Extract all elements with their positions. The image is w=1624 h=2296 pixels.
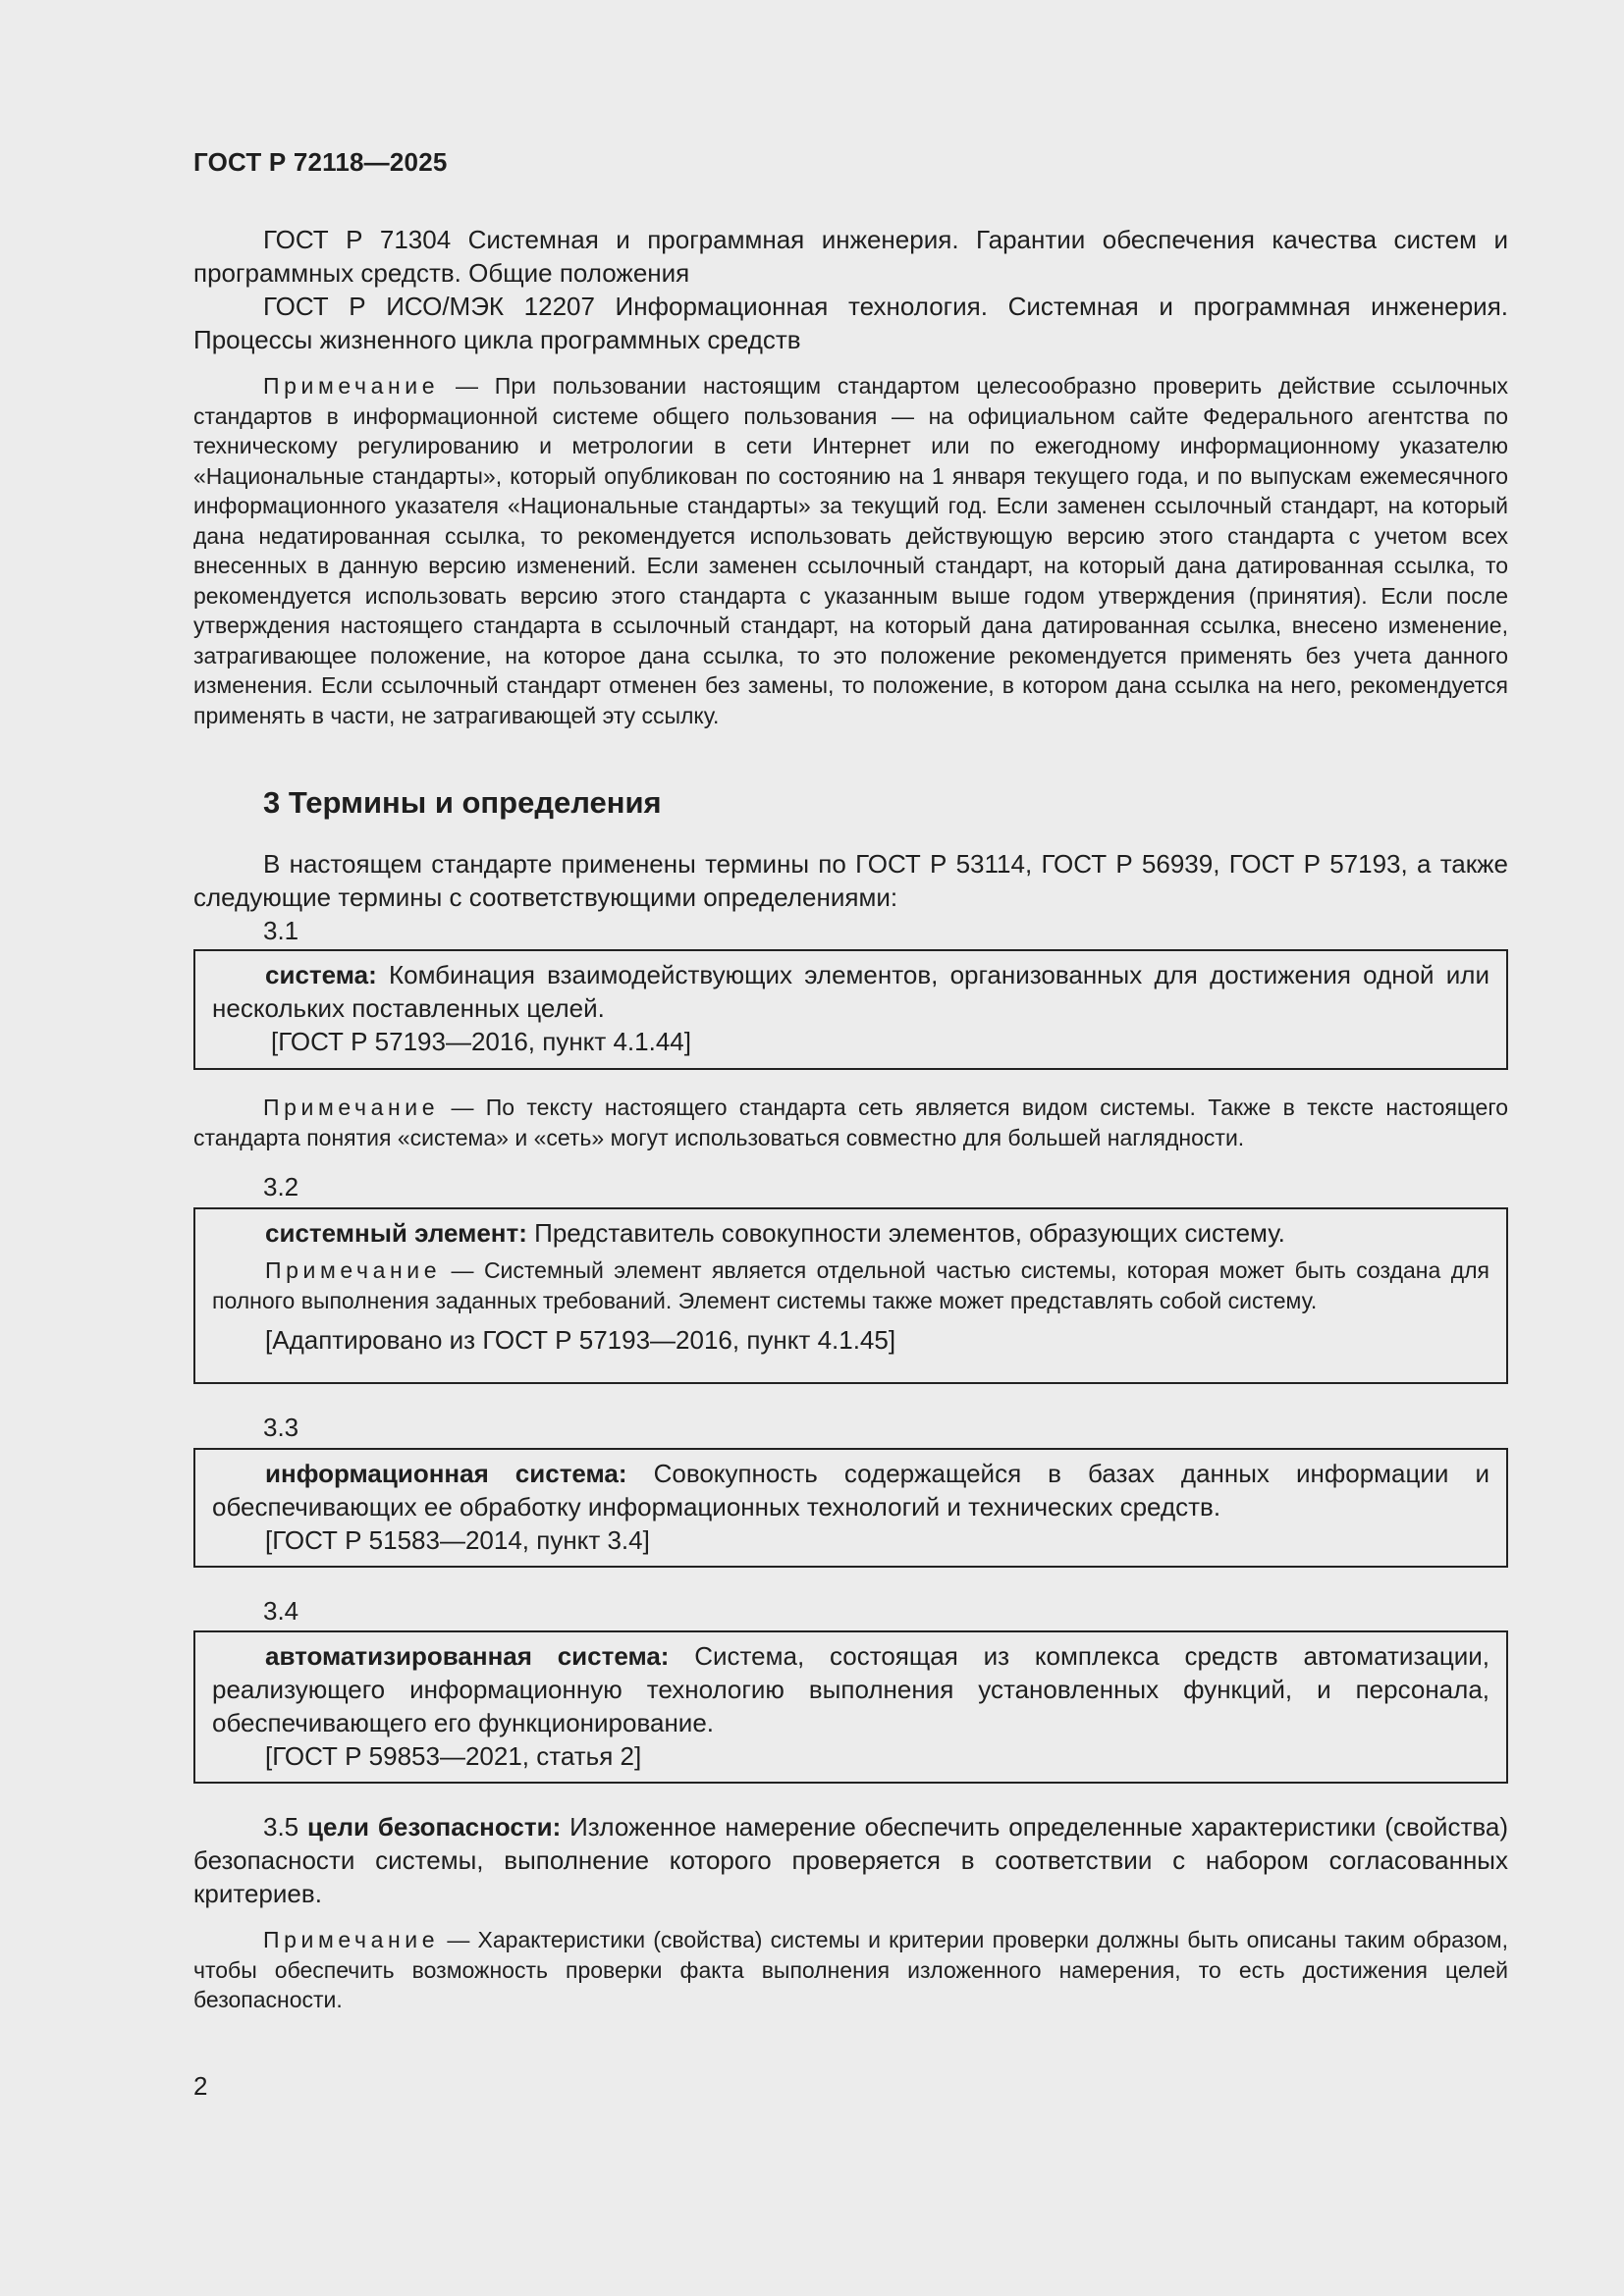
term-text: Изложенное намерение обеспечить определенные характеристики (свойства) безопасности системы, выполнение которого проверяется в соответствии с набором согласованных критериев. — [193, 1812, 1509, 1908]
term-box-automated-system — [193, 1630, 1508, 1784]
term-box-information-system — [193, 1448, 1508, 1568]
term-definition — [193, 1810, 1508, 1910]
term-number: 3.4 — [263, 1596, 299, 1626]
term-name: система: — [265, 960, 377, 989]
term-number: 3.5 — [263, 1812, 299, 1842]
term-text: Комбинация взаимодействующих элементов, организованных для достижения одной или нескольких поставленных целей. — [212, 960, 1489, 1023]
term-definition — [212, 1457, 1489, 1523]
note-label: Примечание — [263, 1927, 440, 1952]
note-label: Примечание — [263, 1095, 440, 1120]
term-number: 3.2 — [263, 1172, 299, 1201]
term-source: [Адаптировано из ГОСТ Р 57193—2016, пункт 4.1.45] — [265, 1325, 896, 1355]
term-text: Совокупность содержащейся в базах данных информации и обеспечивающих ее обработку информационных технологий и технических средств. — [212, 1459, 1489, 1522]
normative-references — [193, 223, 1508, 356]
term-definition — [212, 1639, 1489, 1739]
page-number: 2 — [193, 2071, 208, 2101]
note-label: Примечание — [265, 1257, 442, 1283]
references-note — [193, 371, 1508, 730]
term-number-block — [193, 1411, 1508, 1444]
term-name: автоматизированная система: — [265, 1641, 670, 1671]
note-text: — По тексту настоящего стандарта сеть является видом системы. Также в тексте настоящего стандарта понятия «система» и «сеть» могут использоваться совместно для большей наглядности. — [193, 1095, 1508, 1150]
term-name: системный элемент: — [265, 1218, 527, 1248]
note-text: — Характеристики (свойства) системы и критерии проверки должны быть описаны таким образом, чтобы обеспечить возможность проверки факта выполнения изложенного намерения, то есть достижения целей безопасности. — [193, 1927, 1508, 2012]
note-text: — Системный элемент является отдельной частью системы, которая может быть создана для полного выполнения заданных требований. Элемент системы также может представлять собой систему. — [212, 1257, 1489, 1313]
term-source: [ГОСТ Р 59853—2021, статья 2] — [265, 1741, 642, 1771]
term-text: Представитель совокупности элементов, образующих систему. — [526, 1218, 1285, 1248]
note-label: Примечание — [263, 373, 440, 399]
intro-paragraph: В настоящем стандарте применены термины по ГОСТ Р 53114, ГОСТ Р 56939, ГОСТ Р 57193, а также следующие термины с соответствующими определениями: — [193, 849, 1508, 912]
reference-item: ГОСТ Р ИСО/МЭК 12207 Информационная технология. Системная и программная инженерия. Процессы жизненного цикла программных средств — [193, 292, 1508, 354]
term-security-objectives — [193, 1810, 1508, 1910]
term-note-security-objectives — [193, 1925, 1508, 2015]
note-paragraph — [193, 1925, 1508, 2015]
term-definition — [212, 958, 1489, 1025]
term-note-system — [193, 1093, 1508, 1152]
term-name: цели безопасности: — [307, 1812, 562, 1842]
term-name: информационная система: — [265, 1459, 627, 1488]
term-box-system-element — [193, 1207, 1508, 1384]
term-box-system — [193, 949, 1508, 1070]
term-definition — [212, 1216, 1489, 1250]
document-code-header: ГОСТ Р 72118—2025 — [193, 147, 448, 177]
term-text: Система, состоящая из комплекса средств автоматизации, реализующего информационную технологию выполнения установленных функций, и персонала, обеспечивающего его функционирование. — [212, 1641, 1489, 1737]
term-number: 3.3 — [263, 1413, 299, 1442]
note-paragraph — [193, 1093, 1508, 1152]
term-number: 3.1 — [263, 916, 299, 945]
note-paragraph — [212, 1255, 1489, 1315]
term-number-block — [193, 1170, 1508, 1203]
section-title: 3 Термины и определения — [263, 785, 662, 820]
note-paragraph — [193, 371, 1508, 730]
term-number-block — [193, 1594, 1508, 1628]
term-source: [ГОСТ Р 57193—2016, пункт 4.1.44] — [271, 1027, 691, 1056]
note-text: — При пользовании настоящим стандартом целесообразно проверить действие ссылочных стандартов в информационной системе общего пользования — на официальном сайте Федерального агентства по техническому регулированию и метрологии в сети Интернет или по ежегодному информационному указателю «Национальные стандарты», который опубликован по состоянию на 1 января текущего года, и по выпускам ежемесячного информационного указателя «Национальные стандарты» за текущий год. Если заменен ссылочный стандарт, на который дана недатированная ссылка, то рекомендуется использовать действующую версию этого стандарта с учетом всех внесенных в данную версию изменений. Если заменен ссылочный стандарт, на который дана датированная ссылка, то рекомендуется использовать версию этого стандарта с указанным выше годом утверждения (принятия). Если после утверждения настоящего стандарта в ссылочный стандарт, на который дана датированная ссылка, внесено изменение, затрагивающее положение, на которое дана ссылка, то это положение рекомендуется применять без учета данного изменения. Если ссылочный стандарт отменен без замены, то положение, в котором дана ссылка на него, рекомендуется применять в части, не затрагивающей эту ссылку. — [193, 373, 1508, 728]
section-intro — [193, 847, 1508, 947]
section-3 — [193, 785, 1508, 821]
reference-item: ГОСТ Р 71304 Системная и программная инженерия. Гарантии обеспечения качества систем и программных средств. Общие положения — [193, 225, 1508, 288]
term-source: [ГОСТ Р 51583—2014, пункт 3.4] — [265, 1525, 650, 1555]
